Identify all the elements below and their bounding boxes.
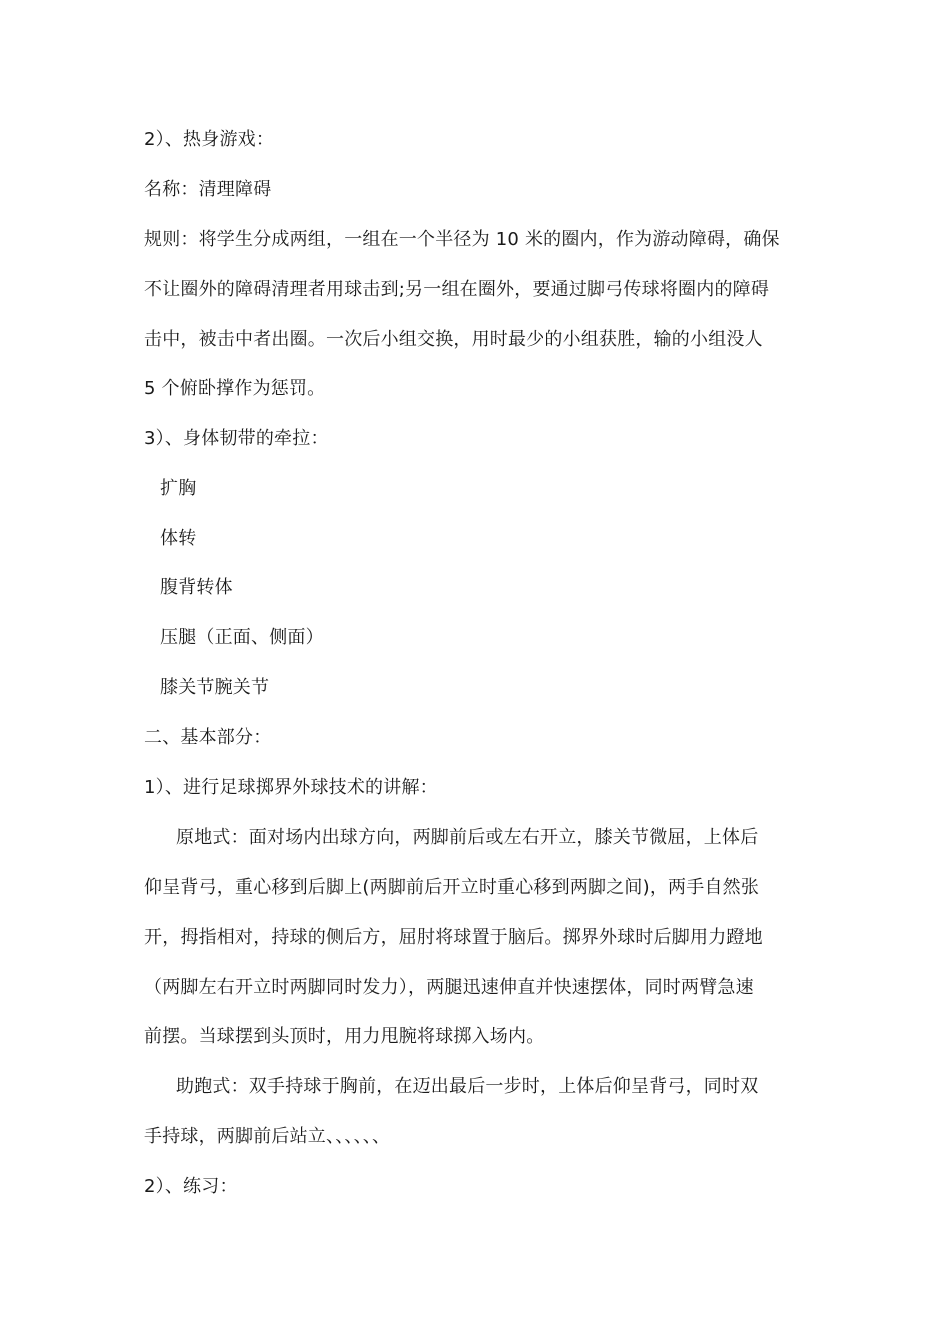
warmup-game-heading: 2）、热身游戏： [144,129,275,150]
stretch-item: 压腿（正面、侧面） [160,627,324,648]
stretch-item: 扩胸 [160,478,197,499]
stretch-item: 腹背转体 [160,577,233,598]
game-name: 名称：清理障碍 [144,179,272,200]
running-throw-line: 手持球，两脚前后站立、、、、、、 [144,1126,391,1147]
standing-throw-line: 开，拇指相对，持球的侧后方，屈肘将球置于脑后。掷界外球时后脚用力蹬地 [144,927,763,948]
running-throw-line: 助跑式：双手持球于胸前，在迈出最后一步时，上体后仰呈背弓，同时双 [176,1076,759,1097]
stretch-item: 体转 [160,528,197,549]
game-rules-line: 击中，被击中者出圈。一次后小组交换，用时最少的小组获胜，输的小组没人 [144,329,763,350]
technique-heading: 1）、进行足球掷界外球技术的讲解： [144,777,438,798]
standing-throw-line: 前摆。当球摆到头顶时，用力甩腕将球掷入场内。 [144,1026,545,1047]
standing-throw-line: 原地式：面对场内出球方向，两脚前后或左右开立，膝关节微屈，上体后 [176,827,759,848]
game-rules-line: 规则：将学生分成两组，一组在一个半径为 10 米的圈内，作为游动障碍，确保 [144,229,780,250]
stretch-item: 膝关节腕关节 [160,677,270,698]
stretching-heading: 3）、身体韧带的牵拉： [144,428,329,449]
standing-throw-line: 仰呈背弓，重心移到后脚上(两脚前后开立时重心移到两脚之间)，两手自然张 [144,877,760,898]
practice-heading: 2）、练习： [144,1176,238,1197]
standing-throw-line: （两脚左右开立时两脚同时发力），两腿迅速伸直并快速摆体，同时两臂急速 [144,977,754,998]
game-rules-line: 不让圈外的障碍清理者用球击到;另一组在圈外，要通过脚弓传球将圈内的障碍 [144,279,770,300]
game-rules-line: 5 个俯卧撑作为惩罚。 [144,378,326,399]
basic-part-heading: 二、基本部分： [144,727,272,748]
